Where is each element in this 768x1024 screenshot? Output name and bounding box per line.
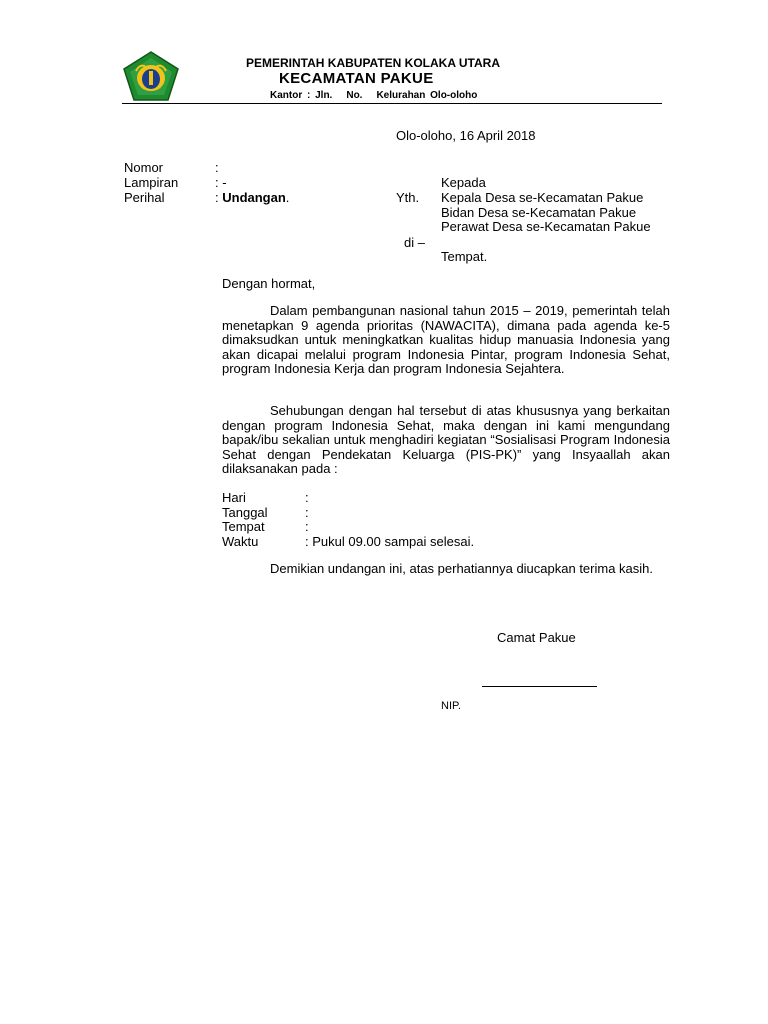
kolaka-utara-emblem-icon bbox=[122, 51, 180, 101]
perihal-colon: : bbox=[215, 190, 223, 205]
address-number: No. bbox=[346, 90, 363, 101]
perihal-suffix: . bbox=[285, 190, 290, 205]
schedule-value: : bbox=[305, 519, 309, 534]
recipient-line-2: Bidan Desa se-Kecamatan Pakue bbox=[441, 205, 637, 220]
perihal-value bbox=[215, 190, 289, 205]
lampiran-value: : - bbox=[215, 175, 227, 190]
signature-line bbox=[482, 686, 597, 687]
letterhead-address bbox=[270, 90, 477, 101]
nomor-value: : bbox=[215, 160, 219, 175]
letter-date: Olo-oloho, 16 April 2018 bbox=[396, 128, 536, 143]
paragraph-closing: Demikian undangan ini, atas perhatiannya diucapkan terima kasih. bbox=[270, 561, 654, 576]
recipient-yth: Yth. bbox=[396, 190, 420, 205]
recipient-di: di – bbox=[404, 235, 425, 250]
schedule-label: Waktu bbox=[222, 534, 259, 549]
recipient-line-3: Perawat Desa se-Kecamatan Pakue bbox=[441, 219, 651, 234]
address-street: Kantor : Jln. bbox=[270, 90, 333, 101]
schedule-label: Tanggal bbox=[222, 505, 268, 520]
recipient-line-1: Kepala Desa se-Kecamatan Pakue bbox=[441, 190, 644, 205]
perihal-label: Perihal bbox=[124, 190, 165, 205]
lampiran-label: Lampiran bbox=[124, 175, 179, 190]
schedule-value: : bbox=[305, 505, 309, 520]
letterhead-district: KECAMATAN PAKUE bbox=[279, 70, 434, 87]
greeting: Dengan hormat, bbox=[222, 276, 316, 291]
schedule-value: : Pukul 09.00 sampai selesai. bbox=[305, 534, 475, 549]
paragraph-2: Sehubungan dengan hal tersebut di atas khususnya yang berkaitan dengan program Indonesia Sehat, maka dengan ini kami mengundang bapak/ibu sekalian untuk menghadiri kegiatan “Sosialisasi Program Indonesia Sehat dengan Pendekatan Keluarga (PIS-PK)” yang Insyaallah akan dilaksanakan pada : bbox=[222, 403, 670, 476]
recipient-kepada: Kepada bbox=[441, 175, 486, 190]
nomor-label: Nomor bbox=[124, 160, 164, 175]
signatory-title: Camat Pakue bbox=[497, 630, 576, 645]
letterhead-divider bbox=[122, 103, 662, 104]
schedule-value: : bbox=[305, 490, 309, 505]
schedule-label: Hari bbox=[222, 490, 246, 505]
letterhead-government: PEMERINTAH KABUPATEN KOLAKA UTARA bbox=[246, 56, 500, 70]
schedule-label: Tempat bbox=[222, 519, 265, 534]
perihal-subject: Undangan bbox=[222, 190, 286, 205]
address-kelurahan: Kelurahan Olo-oloho bbox=[376, 90, 478, 101]
paragraph-1: Dalam pembangunan nasional tahun 2015 – 2019, pemerintah telah menetapkan 9 agenda prioritas (NAWACITA), dimana pada agenda ke-5 dimaksudkan untuk meningkatkan kualitas hidup manuasia Indonesia yang akan dicapai melalui program Indonesia Pintar, program Indonesia Sehat, program Indonesia Kerja dan program Indonesia Sejahtera. bbox=[222, 303, 670, 376]
recipient-tempat: Tempat. bbox=[441, 249, 488, 264]
nip-label: NIP. bbox=[441, 700, 461, 712]
